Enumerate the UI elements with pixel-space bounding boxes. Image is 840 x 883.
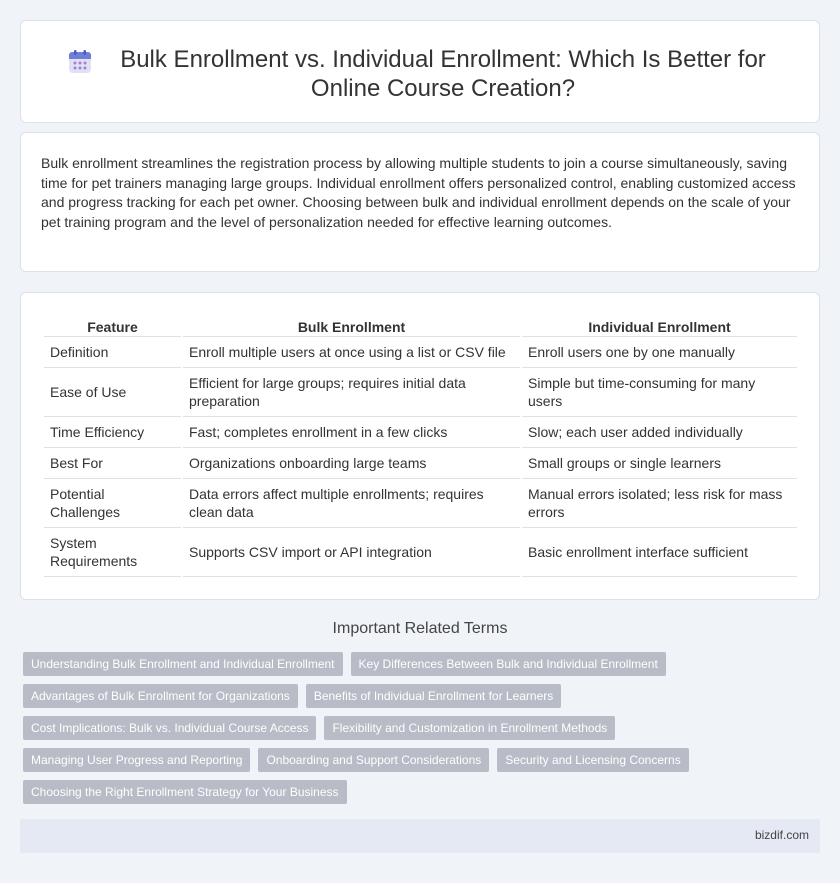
bulk-cell: Organizations onboarding large teams: [183, 448, 520, 479]
related-term-tag[interactable]: Managing User Progress and Reporting: [23, 748, 250, 772]
table-row: [44, 337, 797, 368]
calendar-icon: [67, 49, 93, 75]
related-term-tag[interactable]: Flexibility and Customization in Enrollment Methods: [324, 716, 615, 740]
header-feature: Feature: [44, 313, 181, 337]
related-term-tag[interactable]: Key Differences Between Bulk and Individual Enrollment: [351, 652, 666, 676]
feature-cell: Potential Challenges: [44, 479, 181, 528]
feature-cell: Best For: [44, 448, 181, 479]
intro-card: [20, 132, 820, 272]
related-term-tag[interactable]: Advantages of Bulk Enrollment for Organizations: [23, 684, 298, 708]
footer-bar: [20, 819, 820, 853]
related-term-tag[interactable]: Cost Implications: Bulk vs. Individual Course Access: [23, 716, 316, 740]
individual-cell: Manual errors isolated; less risk for mass errors: [522, 479, 797, 528]
table-row: [44, 479, 797, 528]
bulk-cell: Fast; completes enrollment in a few clicks: [183, 417, 520, 448]
header-card: [20, 20, 820, 123]
header-bulk-enrollment: Bulk Enrollment: [183, 313, 520, 337]
bulk-cell: Data errors affect multiple enrollments; requires clean data: [183, 479, 520, 528]
individual-cell: Enroll users one by one manually: [522, 337, 797, 368]
table-row: [44, 528, 797, 577]
table-row: [44, 368, 797, 417]
table-row: [44, 417, 797, 448]
individual-cell: Slow; each user added individually: [522, 417, 797, 448]
related-terms-list: [23, 652, 823, 804]
related-term-tag[interactable]: Benefits of Individual Enrollment for Learners: [306, 684, 561, 708]
individual-cell: Simple but time-consuming for many users: [522, 368, 797, 417]
feature-cell: Time Efficiency: [44, 417, 181, 448]
bulk-cell: Efficient for large groups; requires initial data preparation: [183, 368, 520, 417]
related-term-tag[interactable]: Understanding Bulk Enrollment and Individual Enrollment: [23, 652, 343, 676]
page-title: Bulk Enrollment vs. Individual Enrollment: Which Is Better for Online Course Creation?: [120, 46, 766, 102]
comparison-table: [42, 313, 799, 577]
intro-paragraph: Bulk enrollment streamlines the registration process by allowing multiple students to join a course simultaneously, saving time for pet trainers managing large groups. Individual enrollment offers personalized control, enabling customized access and progress tracking for each pet owner. Choosing between bulk and individual enrollment depends on the scale of your pet training program and the level of personalization needed for effective learning outcomes.: [41, 155, 796, 230]
related-term-tag[interactable]: Onboarding and Support Considerations: [258, 748, 489, 772]
individual-cell: Basic enrollment interface sufficient: [522, 528, 797, 577]
feature-cell: Definition: [44, 337, 181, 368]
feature-cell: System Requirements: [44, 528, 181, 577]
bulk-cell: Supports CSV import or API integration: [183, 528, 520, 577]
footer-site-link[interactable]: bizdif.com: [754, 828, 809, 842]
table-header-row: [44, 313, 797, 337]
related-term-tag[interactable]: Security and Licensing Concerns: [497, 748, 688, 772]
feature-cell: Ease of Use: [44, 368, 181, 417]
comparison-table-card: [20, 292, 820, 600]
related-term-tag[interactable]: Choosing the Right Enrollment Strategy for Your Business: [23, 780, 347, 804]
header-individual-enrollment: Individual Enrollment: [522, 313, 797, 337]
bulk-cell: Enroll multiple users at once using a list or CSV file: [183, 337, 520, 368]
individual-cell: Small groups or single learners: [522, 448, 797, 479]
related-terms-heading: Important Related Terms: [332, 620, 508, 637]
table-row: [44, 448, 797, 479]
